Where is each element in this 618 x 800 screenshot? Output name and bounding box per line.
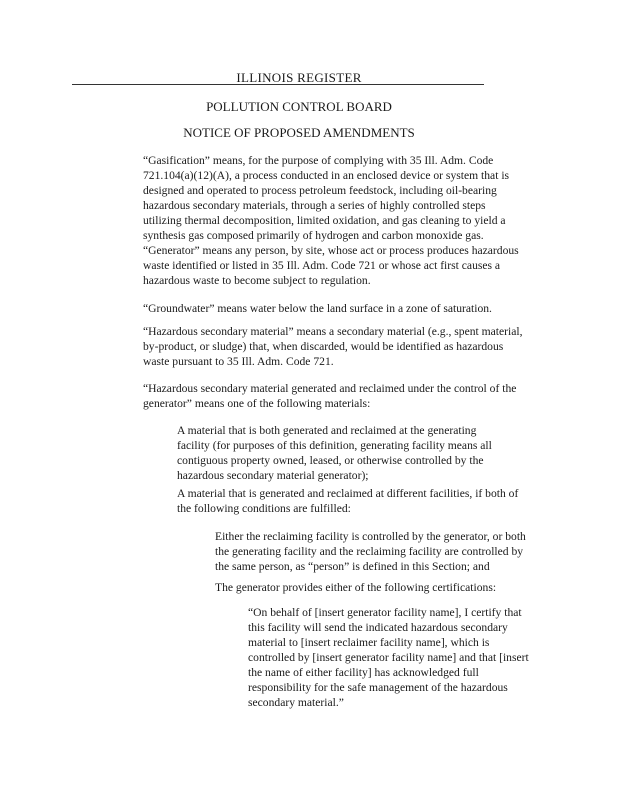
definition-hazardous-secondary-material: “Hazardous secondary material” means a secondary material (e.g., spent material, by-product, or sludge) that, when discarded, would be identified as hazardous waste pursuant to 35 Ill. Adm. Code 721. xyxy=(143,325,523,368)
notice-title: NOTICE OF PROPOSED AMENDMENTS xyxy=(183,125,415,140)
definition-generator: “Generator” means any person, by site, whose act or process produces hazardous waste identified or listed in 35 Ill. Adm. Code 721 or whose act first causes a hazardous waste to become subject to regulation. xyxy=(143,244,519,287)
item-same-facility: A material that is both generated and reclaimed at the generating facility (for purposes of this definition, generating facility means all contiguous property owned, leased, or otherwise controlled by the hazardous secondary material generator); xyxy=(177,424,492,482)
item-different-facilities: A material that is generated and reclaimed at different facilities, if both of the following conditions are fulfilled: xyxy=(177,487,519,515)
board-title: POLLUTION CONTROL BOARD xyxy=(206,99,392,114)
certification-quote: “On behalf of [insert generator facility name], I certify that this facility will send the indicated hazardous secondary material to [insert reclaimer facility name], which is controlled by [insert generator facility name] and that [insert the name of either facility] has acknowledged full responsibility for the safe management of the hazardous secondary material.” xyxy=(248,606,529,709)
register-title: ILLINOIS REGISTER xyxy=(236,70,362,85)
definition-hsm-generated-reclaimed: “Hazardous secondary material generated and reclaimed under the control of the generator” means one of the following materials: xyxy=(143,382,517,410)
definition-groundwater: “Groundwater” means water below the land surface in a zone of saturation. xyxy=(143,302,492,315)
condition-controlled: Either the reclaiming facility is controlled by the generator, or both the generating facility and the reclaiming facility are controlled by the same person, as “person” is defined in this Section; and xyxy=(215,530,526,573)
definition-gasification: “Gasification” means, for the purpose of complying with 35 Ill. Adm. Code 721.104(a)(12)(A), a process conducted in an enclosed device or system that is designed and operated to process petroleum feedstock, including oil-bearing hazardous secondary materials, through a series of highly controlled steps utilizing thermal decomposition, limited oxidation, and gas cleaning to yield a synthesis gas composed primarily of hydrogen and carbon monoxide gas. xyxy=(143,154,510,242)
condition-certification: The generator provides either of the following certifications: xyxy=(215,581,497,594)
